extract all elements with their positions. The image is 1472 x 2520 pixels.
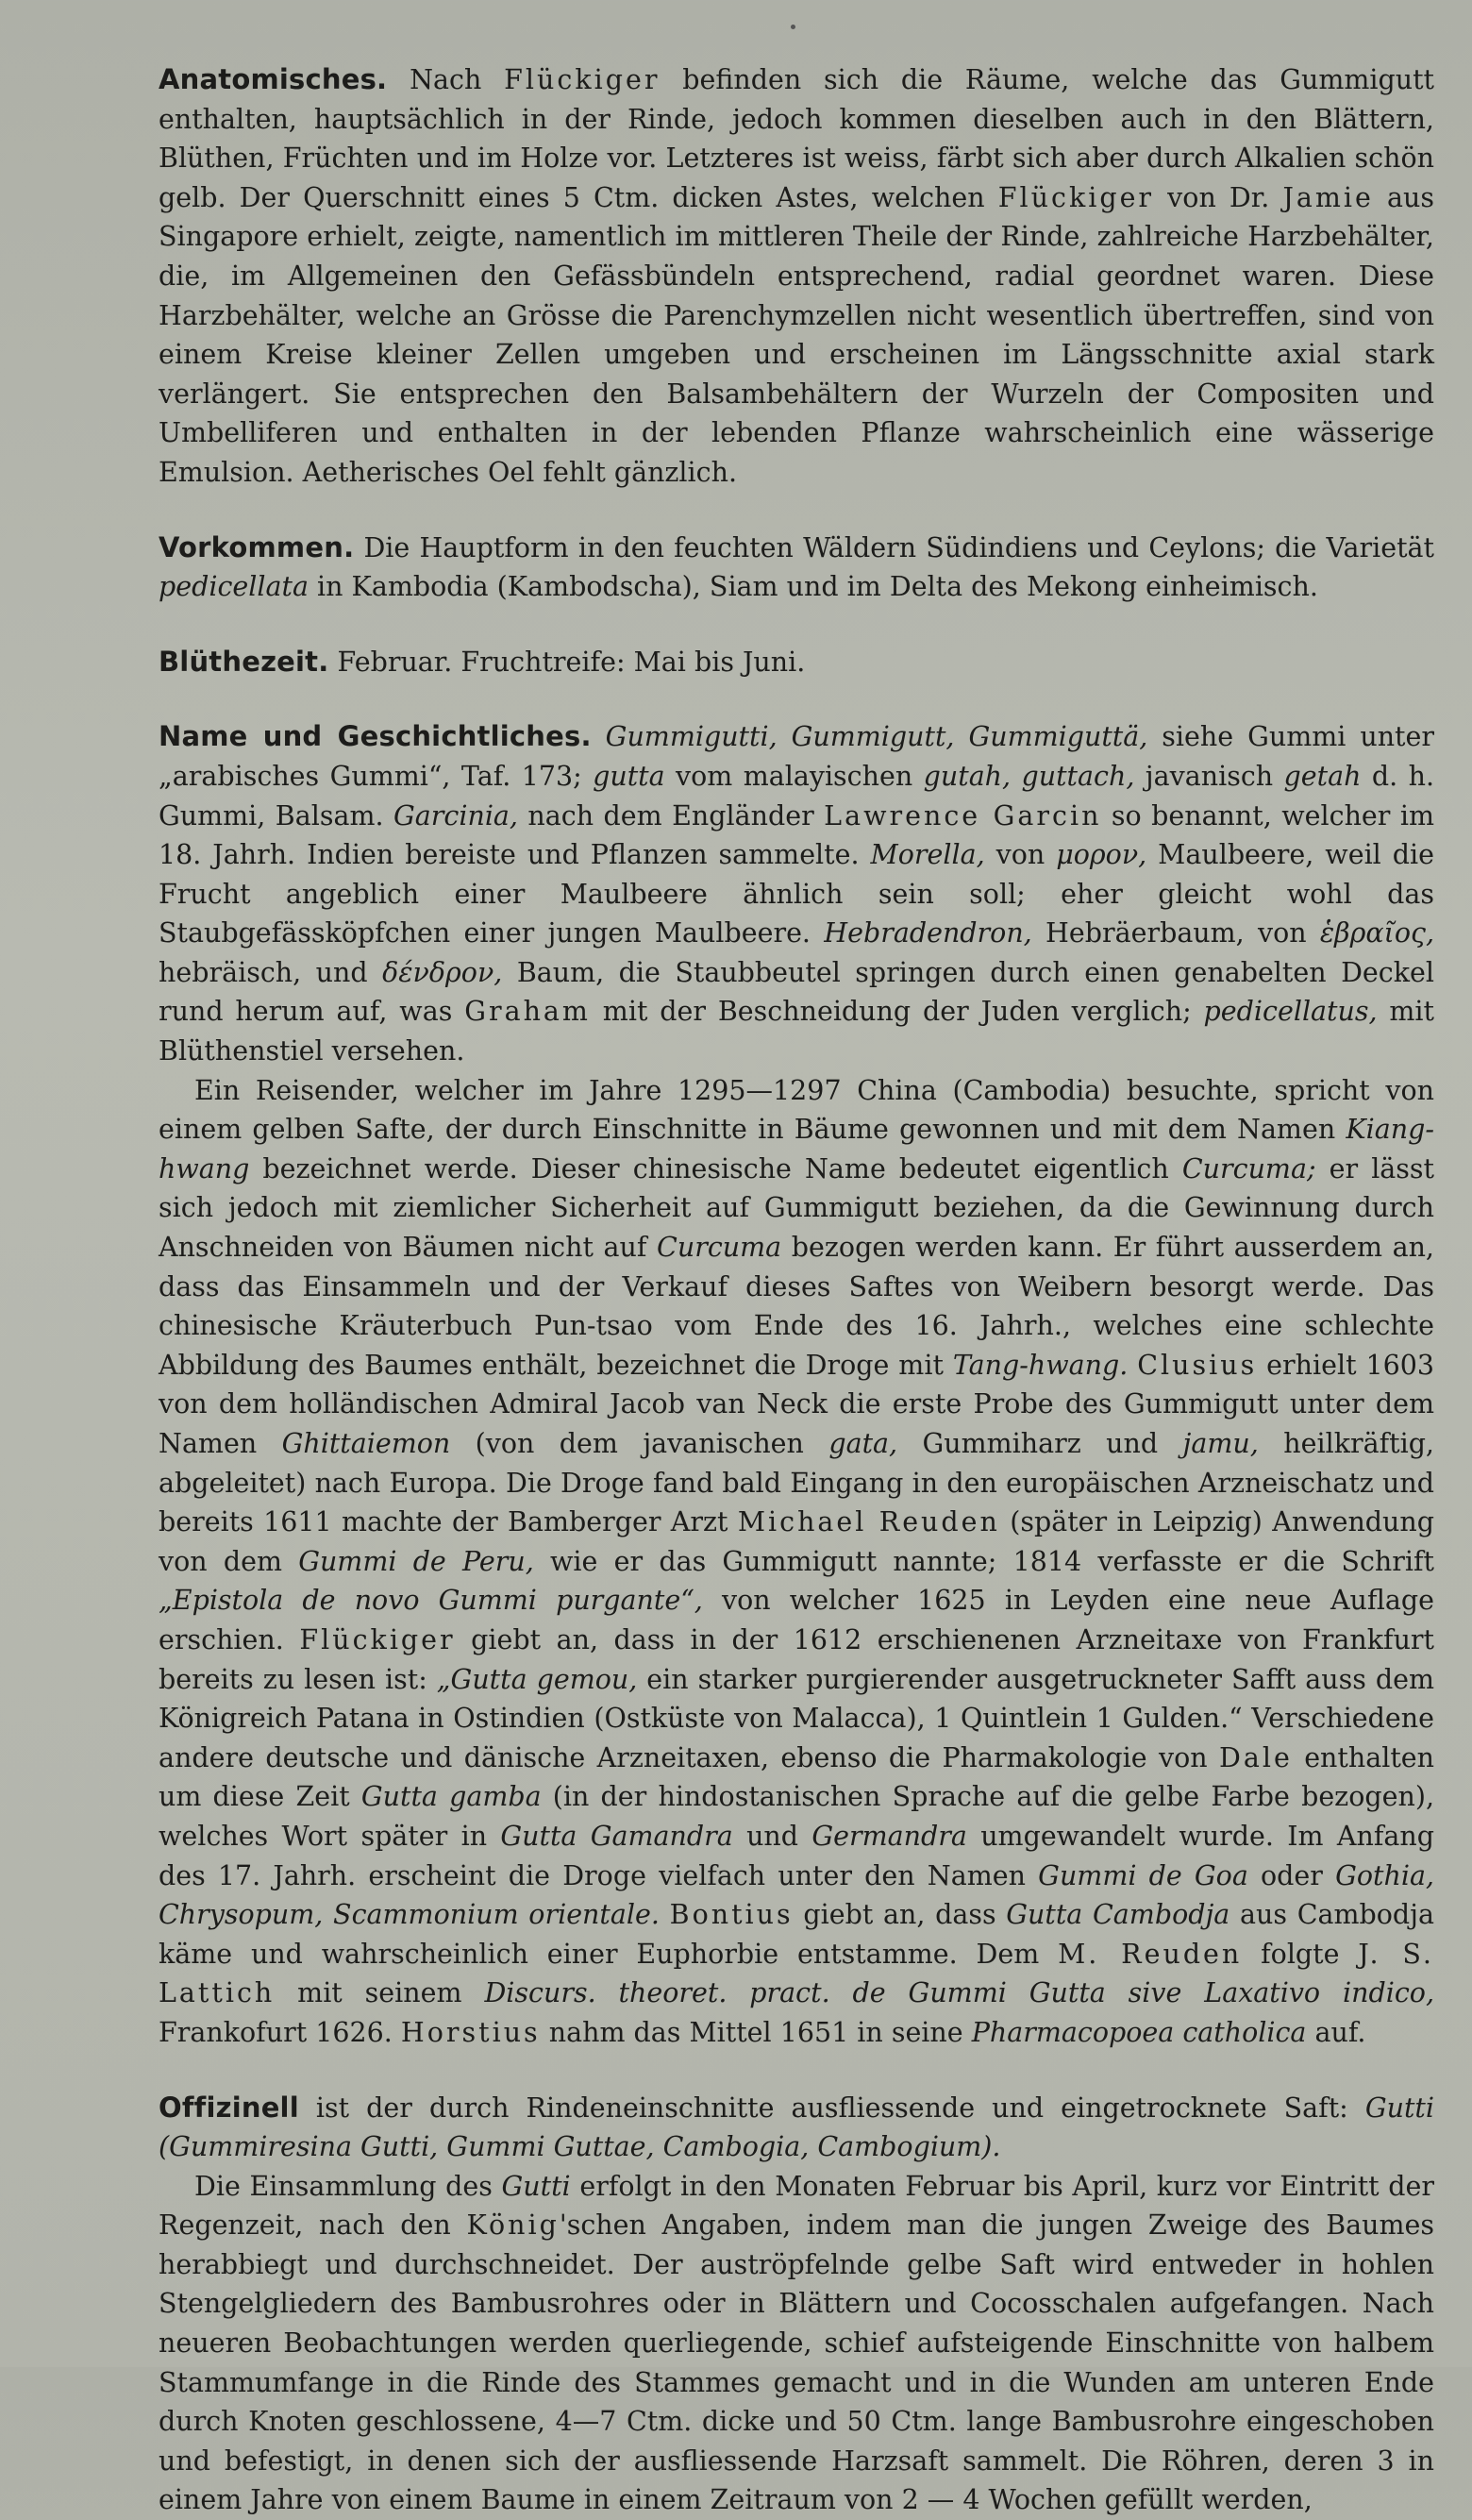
text: ein starker purgierender ausgetruckneter Safft auss dem Königreich Patana in Ostindien (Ostküste von Malacca), 1 Quintlein 1 Gulden.“ Verschiedene andere deutsche und dänische Arzneitaxen, ebenso die Pharmakologie von xyxy=(159,1663,1434,1773)
italic-term: Gutta gamba xyxy=(360,1781,542,1813)
italic-term: ἑβραῖος, xyxy=(1319,917,1434,949)
text: er lässt sich jedoch mit ziemlicher Sicherheit auf Gummigutt beziehen, da die Gewinnung durch Anschneiden von Bäumen nicht auf xyxy=(159,1152,1435,1264)
italic-term: Discurs. theoret. pract. de Gummi Gutta sive Laxativo indico, xyxy=(484,1977,1434,2009)
text: mit der Beschneidung der Juden verglich; xyxy=(590,996,1204,1028)
text: Ein Reisender, welcher im Jahre 1295—1297 China (Cambodia) besuchte, spricht von einem gelben Safte, der durch Einschnitte in Bäume gewonnen und mit dem Namen xyxy=(159,1074,1434,1146)
text: (in der hindostanischen Sprache auf die gelbe Farbe bezogen), welches Wort später in xyxy=(159,1781,1435,1852)
heading-name-geschichtliches: Name und Geschichtliches. xyxy=(159,720,592,753)
italic-term: Tang-hwang. xyxy=(952,1349,1129,1381)
author-name: Dale xyxy=(1218,1741,1293,1773)
text: hebräisch, und xyxy=(159,956,383,988)
text: mit Blüthenstiel versehen. xyxy=(159,996,1434,1067)
text: enthalten um diese Zeit xyxy=(159,1741,1435,1813)
section-history-paragraph xyxy=(159,1071,1434,2053)
text: bezogen werden kann. Er führt ausserdem an, dass das Einsammeln und der Verkauf dieses Saftes von Weibern besorgt werde. Das chinesische Kräuterbuch Pun-tsao vom Ende des 16. Jahrh., welches eine schlechte Abbildung des Baumes enthält, bezeichnet die Droge mit xyxy=(159,1232,1434,1381)
heading-vorkommen: Vorkommen. xyxy=(159,530,355,563)
author-name: König xyxy=(466,2209,560,2242)
text: aus Singapore erhielt, zeigte, namentlich im mittleren Theile der Rinde, zahlreiche Harzbehälter, die, im Allgemeinen den Gefässbündeln entsprechend, radial geordnet waren. Diese Harzbehälter, welche an Grösse die Parenchymzellen nicht wesentlich übertreffen, sind von einem Kreise kleiner Zellen umgeben und erscheinen im Längsschnitte axial stark verlängert. Sie entsprechen den Balsambehältern der Wurzeln der Compositen und Umbelliferen und enthalten in der lebenden Pflanze wahrscheinlich eine wässerige Emulsion. Aetherisches Oel fehlt gänzlich. xyxy=(159,181,1434,488)
italic-term: „Gutta gemou, xyxy=(436,1663,638,1695)
italic-term: Gummi de Peru, xyxy=(298,1545,534,1577)
text: 'schen Angaben, indem man die jungen Zweige des Baumes herabbiegt und durchschneidet. Der auströpfelnde gelbe Saft wird entweder in hohlen Stengelgliedern des Bambusrohres oder in Blättern und Cocosschalen aufgefangen. Nach neueren Beobachtungen werden querliegende, schief aufsteigende Einschnitte von halbem Stammumfange in die Rinde des Stammes gemacht und in die Wunden am unteren Ende durch Knoten geschlossene, 4—7 Ctm. dicke und 50 Ctm. lange Bambusrohre eingeschoben und befestigt, in denen sich der ausfliessende Harzsaft sammelt. Die Röhren, deren 3 in einem Jahre von einem Baume in einem Zeitraum von 2 — 4 Wochen gefüllt werden, xyxy=(159,2209,1434,2516)
italic-term: Kiang-hwang xyxy=(159,1114,1434,1184)
text: (später in Leipzig) Anwendung von dem xyxy=(159,1506,1435,1577)
italic-term: Gummi de Goa xyxy=(1038,1859,1248,1891)
page-body xyxy=(159,60,1434,2520)
italic-term: Gutta Cambodja xyxy=(1006,1899,1230,1931)
text: Baum, die Staubbeutel springen durch einen genabelten Deckel rund herum auf, was xyxy=(159,956,1434,1028)
text: umgewandelt wurde. Im Anfang des 17. Jahrh. erscheint die Droge vielfach unter den Namen xyxy=(159,1820,1434,1891)
text: (von dem javanischen xyxy=(450,1428,829,1459)
text: erfolgt in den Monaten Februar bis April, kurz vor Eintritt der Regenzeit, nach den xyxy=(159,2170,1435,2242)
italic-term: „Epistola de novo Gummi purgante“, xyxy=(159,1585,703,1617)
italic-term: gata, xyxy=(828,1428,898,1459)
italic-term: pedicellatus, xyxy=(1203,996,1378,1028)
text: Frankofurt 1626. xyxy=(159,2016,401,2048)
text: folgte xyxy=(1242,1938,1359,1970)
heading-bluethezeit: Blüthezeit. xyxy=(159,645,329,678)
text: Nach xyxy=(387,64,505,95)
italic-term: μορον, xyxy=(1056,839,1147,871)
italic-term: Gutti xyxy=(501,2170,571,2202)
text: heilkräftig, abgeleitet) nach Europa. Die Droge fand bald Eingang in den europäischen Arzneischatz und bereits 1611 machte der Bamberger Arzt xyxy=(159,1428,1434,1538)
author-name: Graham xyxy=(464,996,591,1028)
author-name: Lawrence Garcin xyxy=(824,799,1102,832)
text: nach dem Engländer xyxy=(517,799,825,832)
author-name: Bontius xyxy=(669,1899,794,1931)
italic-term: Curcuma; xyxy=(1181,1152,1316,1184)
author-name: Michael Reuden xyxy=(737,1506,1000,1538)
italic-term: Ghittaiemon xyxy=(281,1428,451,1459)
text: Die Hauptform in den feuchten Wäldern Südindiens und Ceylons; die Varietät xyxy=(354,531,1434,563)
author-name: Flückiger xyxy=(504,64,661,95)
author-name: Clusius xyxy=(1137,1349,1258,1381)
text: aus Cambodja käme und wahrscheinlich einer Euphorbie entstamme. Dem xyxy=(159,1899,1434,1970)
text: d. h. Gummi, Balsam. xyxy=(159,760,1435,832)
author-name: M. Reuden xyxy=(1058,1938,1243,1970)
author-name: J. S. Lattich xyxy=(159,1938,1434,2009)
text: in Kambodia (Kambodscha), Siam und im Delta des Mekong einheimisch. xyxy=(308,571,1318,603)
italic-term: Gutta Gamandra xyxy=(500,1820,733,1852)
text: Maulbeere, weil die Frucht angeblich einer Maulbeere ähnlich sein soll; eher gleicht wohl das Staubgefässköpfchen einer jungen Maulbeere. xyxy=(159,839,1434,949)
text: erhielt 1603 von dem holländischen Admiral Jacob van Neck die erste Probe des Gummigutt unter dem Namen xyxy=(159,1349,1434,1459)
italic-term: δένδρον, xyxy=(382,956,503,988)
text: so benannt, welcher im 18. Jahrh. Indien bereiste und Pflanzen sammelte. xyxy=(159,799,1434,871)
text: Gummiharz und xyxy=(897,1428,1183,1459)
text: Hebräerbaum, von xyxy=(1031,917,1320,949)
text: siehe Gummi unter „arabisches Gummi“, Taf. 173; xyxy=(159,721,1435,792)
text xyxy=(660,1899,670,1930)
text: nahm das Mittel 1651 in seine xyxy=(540,2016,972,2048)
text: und xyxy=(732,1820,812,1852)
text: Die Einsammlung des xyxy=(194,2170,502,2202)
italic-term: Hebradendron, xyxy=(824,917,1032,949)
text: giebt an, dass in der 1612 erschienenen Arzneitaxe von Frankfurt bereits zu lesen ist: xyxy=(159,1623,1435,1695)
section-offizinell xyxy=(159,2089,1434,2167)
section-bluethezeit xyxy=(159,643,1434,682)
italic-term: Garcinia, xyxy=(393,799,518,832)
italic-term: Gothia, Chrysopum, Scammonium orientale. xyxy=(159,1859,1434,1931)
italic-term: Gummigutti, Gummigutt, Gummiguttä, xyxy=(605,721,1148,753)
section-vorkommen xyxy=(159,529,1434,607)
text: ist der durch Rindeneinschnitte ausfliessende und eingetrocknete Saft: xyxy=(298,2092,1365,2124)
text: befinden sich die Räume, welche das Gummigutt enthalten, hauptsächlich in der Rinde, jedoch kommen dieselben auch in den Blättern, Blüthen, Früchten und im Holze vor. Letzteres ist weiss, färbt sich aber durch Alkalien schön gelb. Der Querschnitt eines 5 Ctm. dicken Astes, welchen xyxy=(159,64,1434,213)
text: wie er das Gummigutt nannte; 1814 verfasste er die Schrift xyxy=(533,1545,1434,1577)
italic-term: jamu, xyxy=(1182,1428,1259,1459)
text: von xyxy=(984,839,1057,871)
page-speck xyxy=(791,25,795,29)
italic-term: pedicellata xyxy=(159,571,309,603)
author-name: Jamie xyxy=(1282,181,1374,213)
author-name: Flückiger xyxy=(997,181,1155,213)
text: giebt an, dass xyxy=(793,1899,1007,1931)
heading-offizinell: Offizinell xyxy=(159,2091,299,2124)
italic-term: gutah, guttach, xyxy=(923,760,1135,792)
text: Februar. Fruchtreife: Mai bis Juni. xyxy=(328,646,806,678)
text: auf. xyxy=(1306,2016,1366,2048)
italic-term: getah xyxy=(1283,760,1362,792)
author-name: Flückiger xyxy=(299,1623,456,1655)
text: oder xyxy=(1247,1859,1336,1891)
italic-term: gutta xyxy=(593,760,665,792)
section-einsammlung xyxy=(159,2167,1434,2520)
section-anatomisches xyxy=(159,60,1434,493)
text: von welcher 1625 in Leyden eine neue Auflage erschien. xyxy=(159,1585,1434,1655)
text: bezeichnet werde. Dieser chinesische Name bedeutet eigentlich xyxy=(249,1152,1182,1184)
text xyxy=(1128,1350,1137,1381)
author-name: Horstius xyxy=(400,2016,541,2048)
text: vom malayischen xyxy=(664,760,924,792)
text: von Dr. xyxy=(1154,181,1283,213)
italic-term: Morella, xyxy=(870,839,985,871)
italic-term: Pharmacopoea catholica xyxy=(971,2016,1307,2048)
heading-anatomisches: Anatomisches. xyxy=(159,63,388,95)
text: javanisch xyxy=(1134,760,1284,792)
section-name-geschichtliches xyxy=(159,717,1434,1070)
text: mit seinem xyxy=(275,1977,485,2009)
italic-term: Curcuma xyxy=(657,1232,782,1264)
italic-term: Gutti (Gummiresina Gutti, Gummi Guttae, Cambogia, Cambogium). xyxy=(159,2092,1434,2163)
italic-term: Germandra xyxy=(811,1820,967,1852)
